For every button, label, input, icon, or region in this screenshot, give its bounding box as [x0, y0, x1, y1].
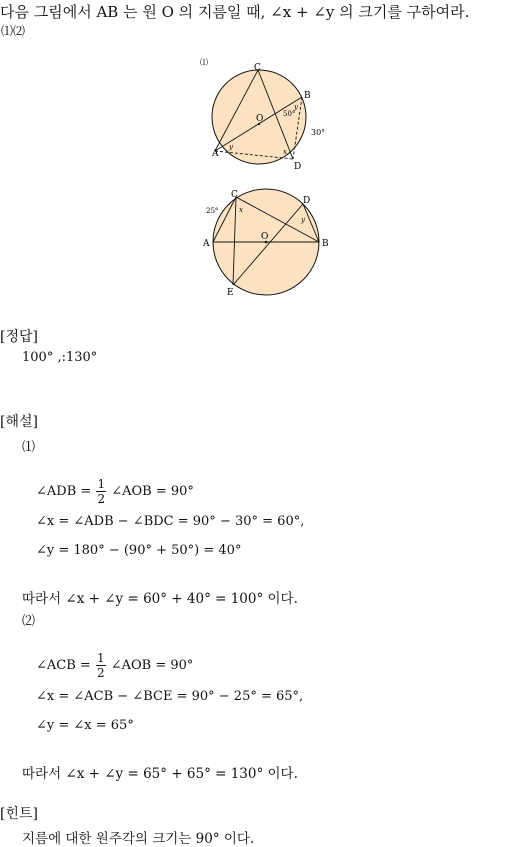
fraction-half: [96, 478, 106, 505]
sub-labels: ⑴⑵: [1, 24, 26, 38]
label-C: C: [254, 63, 261, 73]
label-50: 50°: [283, 110, 296, 118]
figure-2: [196, 185, 344, 300]
part2-conclusion: 따라서 ∠x + ∠y = 65° + 65° = 130° 이다.: [22, 766, 298, 782]
part2-line3: ∠y = ∠x = 65°: [36, 718, 134, 733]
answer-header: [정답]: [0, 329, 38, 345]
label-O: O: [256, 114, 264, 124]
frac-num: 1: [97, 477, 106, 491]
part1-conclusion: 따라서 ∠x + ∠y = 60° + 40° = 100° 이다.: [22, 591, 298, 607]
label-x: x: [283, 148, 287, 156]
p2-l1-right: ∠AOB = 90°: [110, 658, 194, 673]
figure-1-tag: ⑴: [200, 58, 208, 67]
figure-1: [192, 55, 342, 175]
label-25: 25°: [206, 207, 219, 215]
hint-header: [힌트]: [0, 806, 38, 822]
solution-header: [해설]: [0, 414, 38, 430]
label-y-top: y: [294, 103, 298, 111]
label-y: y: [229, 143, 233, 151]
label-B: B: [304, 91, 311, 101]
part1-line1: [36, 478, 194, 505]
label-C: C: [231, 190, 238, 200]
frac-den: 2: [96, 666, 105, 680]
label-A: A: [203, 239, 210, 249]
label-B: B: [322, 239, 329, 249]
hint-text: 지름에 대한 원주각의 크기는 90° 이다.: [22, 831, 255, 847]
part2-label: ⑵: [22, 614, 36, 629]
p2-l1-left: ∠ACB =: [36, 658, 91, 673]
part1-label: ⑴: [22, 440, 36, 455]
label-O: O: [261, 232, 269, 242]
part1-line3: ∠y = 180° − (90° + 50°) = 40°: [36, 543, 242, 558]
label-D: D: [303, 196, 311, 206]
label-E: E: [227, 288, 234, 298]
label-30: 30°: [311, 128, 326, 137]
part2-line2: ∠x = ∠ACB − ∠BCE = 90° − 25° = 65°,: [36, 689, 304, 704]
label-A: A: [212, 149, 219, 159]
frac-den: 2: [97, 492, 106, 506]
label-y: y: [301, 216, 305, 224]
label-D: D: [294, 162, 302, 172]
p1-l1-right: ∠AOB = 90°: [111, 484, 194, 499]
fraction-half: [96, 652, 106, 679]
part2-line1: [36, 652, 193, 679]
answer-text: 100° ,:130°: [22, 350, 98, 365]
frac-num: 1: [96, 651, 105, 665]
part1-line2: ∠x = ∠ADB − ∠BDC = 90° − 30° = 60°,: [36, 514, 305, 529]
label-x: x: [239, 206, 243, 214]
p1-l1-left: ∠ADB =: [36, 484, 92, 499]
question-text: 다음 그림에서 AB 는 원 O 의 지름일 때, ∠x + ∠y 의 크기를 구하여라.: [0, 3, 470, 21]
